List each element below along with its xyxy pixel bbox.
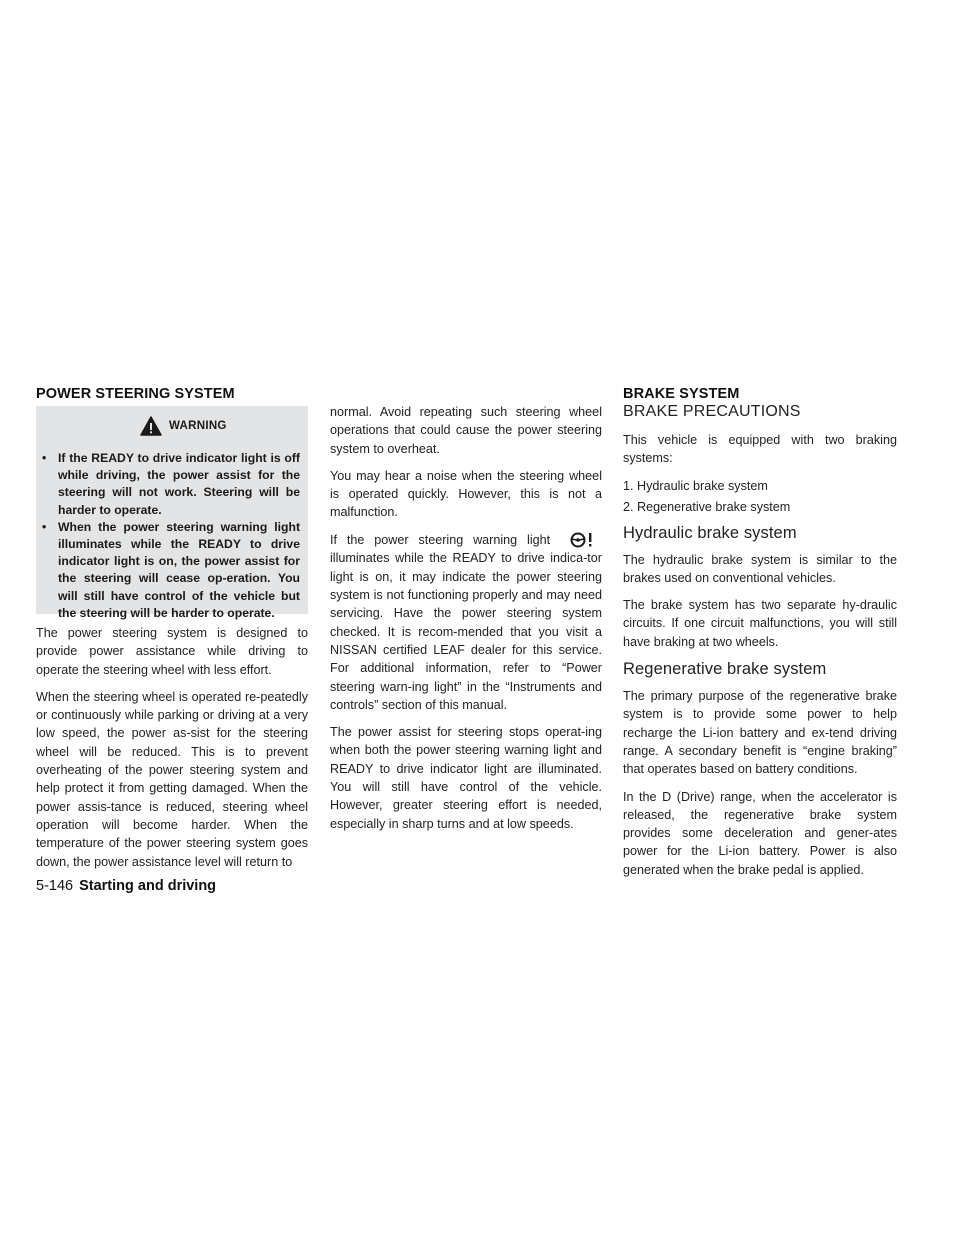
warning-label: WARNING (169, 420, 227, 432)
warning-box (36, 406, 308, 620)
paragraph: You may hear a noise when the steering wheel is operated quickly. However, this is not a malfunction. (330, 468, 602, 520)
bullet: • (42, 451, 47, 465)
paragraph: The hydraulic brake system is similar to the brakes used on conventional vehicles. (623, 552, 897, 585)
warning-item (36, 450, 308, 519)
middle-column-body (330, 403, 602, 842)
paragraph-text: If the power steering warning light (330, 532, 551, 547)
list-item: 2. Regenerative brake system (623, 499, 791, 514)
heading-regenerative-brake: Regenerative brake system (623, 660, 827, 679)
list-item: 1. Hydraulic brake system (623, 478, 768, 493)
warning-item (36, 519, 308, 622)
paragraph-warning-light (330, 531, 602, 714)
paragraph: The power steering system is designed to provide power assistance while driving to operate the steering wheel with less effort. (36, 626, 308, 677)
steering-warning-icon (566, 531, 602, 549)
warning-item-text: When the power steering warning light illuminates while the READY to drive indicator light is on, the power assist for the steering will cease op-eration. You will still have control of the vehicle but the steering will be harder to operate. (58, 519, 300, 620)
subsection-title-brake-precautions: BRAKE PRECAUTIONS (623, 403, 801, 420)
section-title-power-steering: POWER STEERING SYSTEM (36, 386, 235, 402)
paragraph: normal. Avoid repeating such steering wheel operations that could cause the power steering system to overheat. (330, 405, 602, 456)
section-title-brake-system: BRAKE SYSTEM (623, 386, 740, 402)
paragraph: The power assist for steering stops operat-ing when both the power steering warning light and READY to drive indicator light are illuminated. You will still have control of the vehicle. However, greater steering effort is needed, especially in sharp turns and at low speeds. (330, 725, 602, 831)
paragraph-text: illuminates while the READY to drive indica-tor light is on, it may indicate the power steering system is not functioning properly and may need servicing. Have the power steering system checked. It is recom-mended that you visit a NISSAN certified LEAF dealer for this service. For additional information, refer to “Power steering warn-ing light” in the “Instruments and controls” section of this manual. (330, 551, 602, 712)
page-footer (36, 878, 216, 894)
page-number: 5-146 (36, 878, 74, 894)
paragraph: When the steering wheel is operated re-peatedly or continuously while parking or driving at a very low speed, the power as-sist for the steering wheel will be reduced. This is to prevent overheating of the power steering system and help protect it from getting damaged. When the power assis-tance is reduced, steering wheel operation will become harder. When the temperature of the power steering system goes down, the power assistance level will return to (36, 689, 308, 869)
paragraph: In the D (Drive) range, when the accelerator is released, the regenerative brake system provides some deceleration and gener-ates power for the Li-ion battery. Power is also generated when the brake pedal is applied. (623, 789, 897, 877)
right-column-body (623, 403, 897, 888)
warning-list (36, 450, 308, 622)
bullet: • (42, 519, 47, 534)
warning-header (36, 416, 308, 438)
warning-item-text: If the READY to drive indicator light is off while driving, the power assist for the steering will not work. Steering will be harder to operate. (58, 451, 300, 517)
footer-section-title: Starting and driving (79, 878, 217, 894)
paragraph: This vehicle is equipped with two braking systems: (623, 433, 897, 466)
heading-hydraulic-brake: Hydraulic brake system (623, 523, 797, 542)
paragraph: The brake system has two separate hy-draulic circuits. If one circuit malfunctions, you will still have braking at two wheels. (623, 598, 897, 649)
warning-triangle-icon (140, 416, 162, 436)
paragraph: The primary purpose of the regenerative brake system is to provide some power to help recharge the Li-ion battery and ex-tend driving range. A secondary benefit is “engine braking” that operates based on battery conditions. (623, 689, 897, 777)
left-column-body (36, 624, 308, 880)
